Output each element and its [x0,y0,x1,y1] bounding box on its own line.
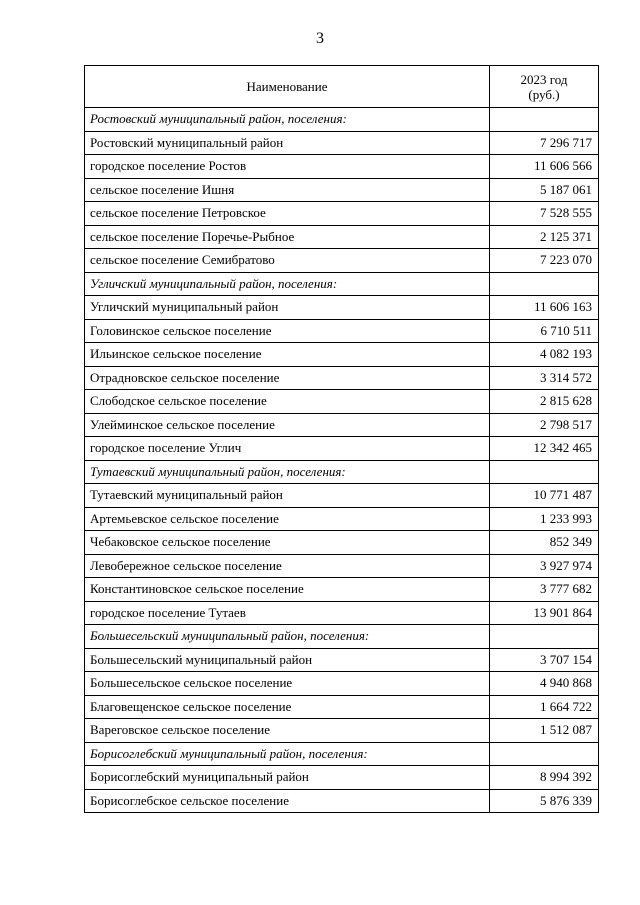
row-value: 11 606 163 [490,296,599,320]
row-name: городское поселение Ростов [85,155,490,179]
table-row [85,695,599,719]
row-value: 5 876 339 [490,789,599,813]
row-value [490,742,599,766]
row-value: 1 664 722 [490,695,599,719]
row-value: 8 994 392 [490,766,599,790]
row-value [490,108,599,132]
section-row [85,742,599,766]
row-name: Вареговское сельское поселение [85,719,490,743]
table-row [85,507,599,531]
row-name: Отрадновское сельское поселение [85,366,490,390]
table-row [85,578,599,602]
table-row [85,484,599,508]
row-value: 1 233 993 [490,507,599,531]
table-row [85,672,599,696]
section-row [85,625,599,649]
row-value [490,625,599,649]
row-value: 2 125 371 [490,225,599,249]
row-name: сельское поселение Семибратово [85,249,490,273]
section-title: Большесельский муниципальный район, поселения: [85,625,490,649]
row-value: 10 771 487 [490,484,599,508]
table-row [85,554,599,578]
row-name: сельское поселение Ишня [85,178,490,202]
section-title: Борисоглебский муниципальный район, поселения: [85,742,490,766]
row-value: 7 223 070 [490,249,599,273]
row-value: 3 314 572 [490,366,599,390]
table-row [85,343,599,367]
row-value: 5 187 061 [490,178,599,202]
table-row [85,437,599,461]
row-value: 3 927 974 [490,554,599,578]
section-row [85,460,599,484]
table-row [85,413,599,437]
row-value: 3 707 154 [490,648,599,672]
row-name: Чебаковское сельское поселение [85,531,490,555]
row-name: Константиновское сельское поселение [85,578,490,602]
row-name: Угличский муниципальный район [85,296,490,320]
row-name: Тутаевский муниципальный район [85,484,490,508]
row-value [490,460,599,484]
row-name: городское поселение Углич [85,437,490,461]
table-row [85,648,599,672]
row-name: сельское поселение Поречье-Рыбное [85,225,490,249]
row-name: Борисоглебское сельское поселение [85,789,490,813]
row-value: 12 342 465 [490,437,599,461]
header-year-line1: 2023 год [520,71,568,87]
row-value: 6 710 511 [490,319,599,343]
header-year [490,66,599,108]
table-row [85,202,599,226]
row-name: сельское поселение Петровское [85,202,490,226]
table-row [85,131,599,155]
table-row [85,249,599,273]
table-row [85,766,599,790]
table-row [85,178,599,202]
table-row [85,601,599,625]
header-name: Наименование [85,66,490,108]
section-title: Ростовский муниципальный район, поселения: [85,108,490,132]
table-row [85,296,599,320]
table-row [85,366,599,390]
row-value: 3 777 682 [490,578,599,602]
page-number: 3 [316,30,324,47]
row-value: 11 606 566 [490,155,599,179]
row-name: Слободское сельское поселение [85,390,490,414]
row-name: Артемьевское сельское поселение [85,507,490,531]
row-name: Головинское сельское поселение [85,319,490,343]
section-row [85,272,599,296]
row-name: Левобережное сельское поселение [85,554,490,578]
section-title: Тутаевский муниципальный район, поселения: [85,460,490,484]
row-name: Улейминское сельское поселение [85,413,490,437]
row-value: 4 940 868 [490,672,599,696]
row-value: 1 512 087 [490,719,599,743]
row-name: Борисоглебский муниципальный район [85,766,490,790]
row-name: Большесельское сельское поселение [85,672,490,696]
section-title: Угличский муниципальный район, поселения: [85,272,490,296]
row-name: Ростовский муниципальный район [85,131,490,155]
row-value: 4 082 193 [490,343,599,367]
row-value: 7 528 555 [490,202,599,226]
row-value: 852 349 [490,531,599,555]
row-value: 2 798 517 [490,413,599,437]
row-name: Ильинское сельское поселение [85,343,490,367]
budget-table [84,65,599,813]
table-row [85,225,599,249]
row-value: 7 296 717 [490,131,599,155]
table-header-row [85,66,599,108]
row-value [490,272,599,296]
row-value: 2 815 628 [490,390,599,414]
table-row [85,390,599,414]
header-year-line2: (руб.) [528,86,560,102]
section-row [85,108,599,132]
table-row [85,319,599,343]
table-row [85,155,599,179]
row-name: Большесельский муниципальный район [85,648,490,672]
table-row [85,531,599,555]
row-name: городское поселение Тутаев [85,601,490,625]
row-name: Благовещенское сельское поселение [85,695,490,719]
table-row [85,789,599,813]
table-row [85,719,599,743]
row-value: 13 901 864 [490,601,599,625]
